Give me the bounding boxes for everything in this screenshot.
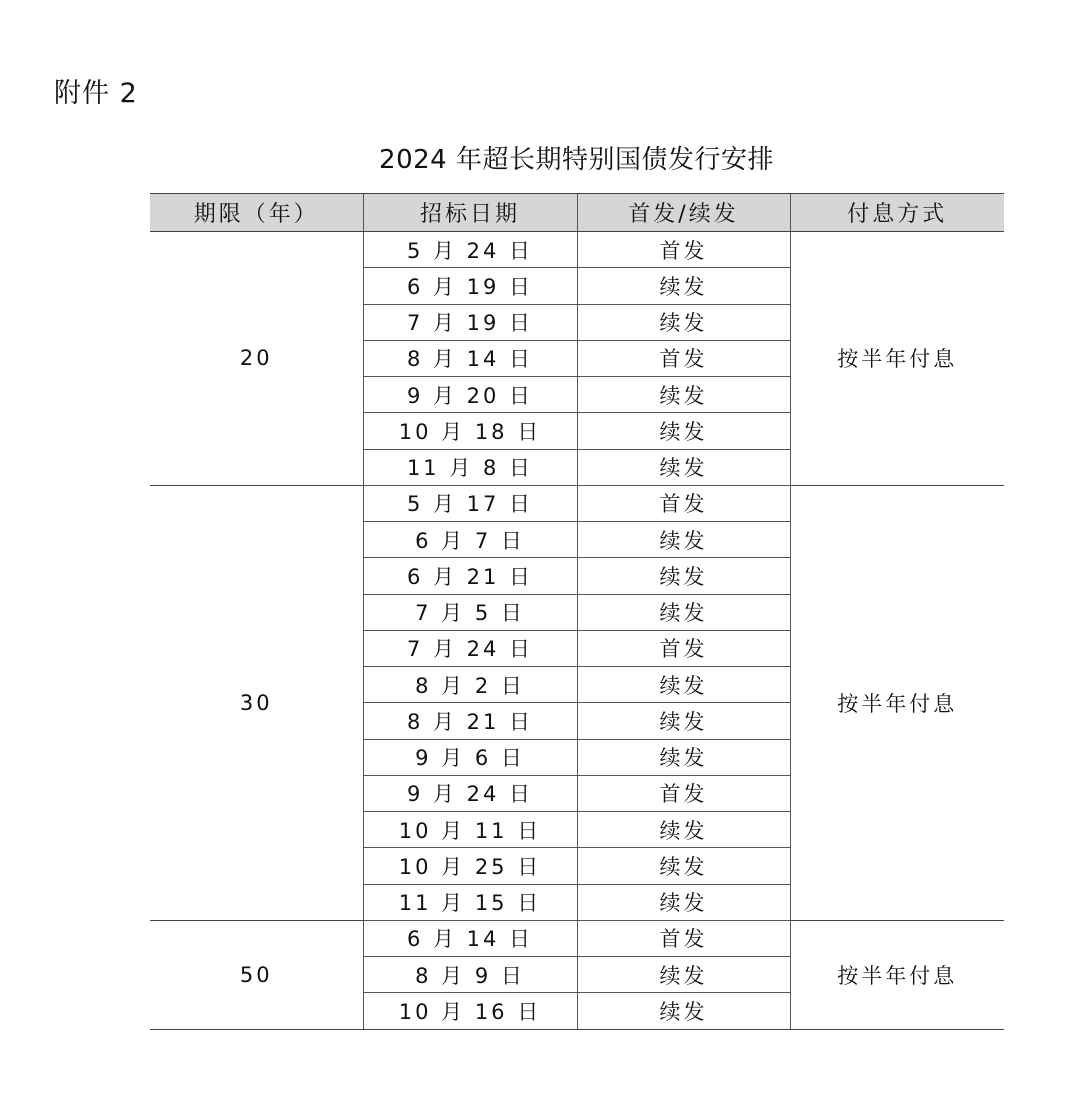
auction-date-cell: 10 月 25 日 — [363, 848, 577, 884]
auction-date-cell: 6 月 21 日 — [363, 558, 577, 594]
issue-type-cell: 续发 — [577, 667, 790, 703]
header-issue-type: 首发/续发 — [577, 194, 790, 232]
auction-date-cell: 9 月 24 日 — [363, 775, 577, 811]
auction-date-cell: 10 月 11 日 — [363, 812, 577, 848]
auction-date-cell: 6 月 7 日 — [363, 522, 577, 558]
auction-date-cell: 8 月 21 日 — [363, 703, 577, 739]
issue-type-cell: 首发 — [577, 920, 790, 956]
bond-schedule-table — [150, 193, 1004, 1030]
issue-type-cell: 续发 — [577, 413, 790, 449]
issue-type-cell: 续发 — [577, 812, 790, 848]
table-row — [150, 485, 1004, 521]
auction-date-cell: 8 月 2 日 — [363, 667, 577, 703]
auction-date-cell: 5 月 17 日 — [363, 485, 577, 521]
issue-type-cell: 首发 — [577, 340, 790, 376]
issue-type-cell: 首发 — [577, 485, 790, 521]
issue-type-cell: 续发 — [577, 449, 790, 485]
issue-type-cell: 首发 — [577, 775, 790, 811]
table-row — [150, 232, 1004, 268]
issue-type-cell: 续发 — [577, 739, 790, 775]
table-row — [150, 920, 1004, 956]
issue-type-cell: 续发 — [577, 377, 790, 413]
interest-cell: 按半年付息 — [790, 232, 1004, 486]
header-auction-date: 招标日期 — [363, 194, 577, 232]
issue-type-cell: 续发 — [577, 848, 790, 884]
header-term: 期限（年） — [150, 194, 363, 232]
issue-type-cell: 续发 — [577, 594, 790, 630]
issue-type-cell: 续发 — [577, 993, 790, 1029]
auction-date-cell: 8 月 14 日 — [363, 340, 577, 376]
auction-date-cell: 7 月 24 日 — [363, 630, 577, 666]
auction-date-cell: 9 月 20 日 — [363, 377, 577, 413]
auction-date-cell: 5 月 24 日 — [363, 232, 577, 268]
auction-date-cell: 7 月 19 日 — [363, 304, 577, 340]
term-cell: 30 — [150, 485, 363, 920]
interest-cell: 按半年付息 — [790, 920, 1004, 1029]
table-header-row — [150, 194, 1004, 232]
header-interest: 付息方式 — [790, 194, 1004, 232]
attachment-label: 附件 2 — [54, 78, 138, 109]
auction-date-cell: 10 月 16 日 — [363, 993, 577, 1029]
issue-type-cell: 续发 — [577, 304, 790, 340]
issue-type-cell: 续发 — [577, 268, 790, 304]
auction-date-cell: 6 月 19 日 — [363, 268, 577, 304]
issue-type-cell: 首发 — [577, 232, 790, 268]
issue-type-cell: 续发 — [577, 884, 790, 920]
issue-type-cell: 续发 — [577, 703, 790, 739]
issue-type-cell: 续发 — [577, 522, 790, 558]
issue-type-cell: 续发 — [577, 957, 790, 993]
auction-date-cell: 7 月 5 日 — [363, 594, 577, 630]
issue-type-cell: 首发 — [577, 630, 790, 666]
interest-cell: 按半年付息 — [790, 485, 1004, 920]
issue-type-cell: 续发 — [577, 558, 790, 594]
auction-date-cell: 9 月 6 日 — [363, 739, 577, 775]
auction-date-cell: 11 月 8 日 — [363, 449, 577, 485]
auction-date-cell: 10 月 18 日 — [363, 413, 577, 449]
auction-date-cell: 8 月 9 日 — [363, 957, 577, 993]
term-cell: 20 — [150, 232, 363, 486]
auction-date-cell: 11 月 15 日 — [363, 884, 577, 920]
auction-date-cell: 6 月 14 日 — [363, 920, 577, 956]
term-cell: 50 — [150, 920, 363, 1029]
document-title: 2024 年超长期特别国债发行安排 — [379, 145, 774, 175]
